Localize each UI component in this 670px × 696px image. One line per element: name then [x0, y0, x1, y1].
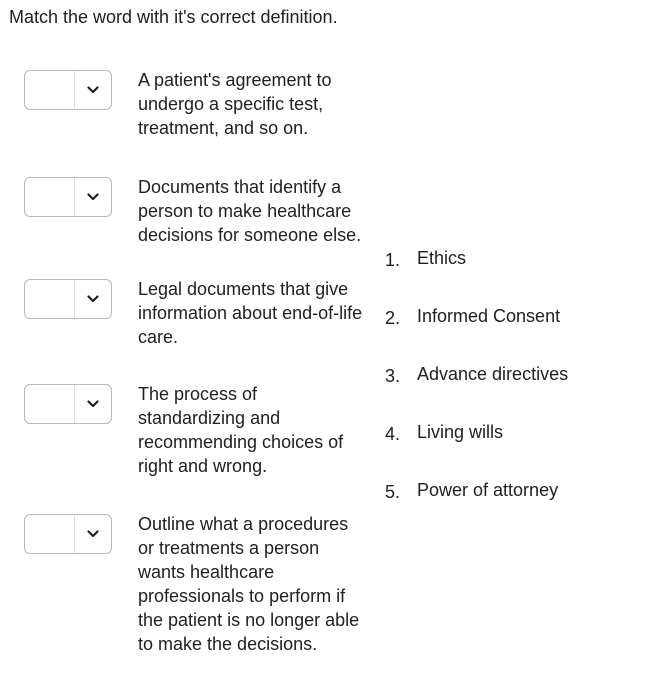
choice-number: 3. — [385, 366, 401, 386]
chevron-down-icon — [87, 530, 99, 538]
match-select-3[interactable] — [24, 279, 112, 319]
chevron-down-icon — [87, 86, 99, 94]
choice-number: 5. — [385, 482, 401, 502]
select-arrow-button[interactable] — [74, 515, 111, 553]
choice-number: 4. — [385, 424, 401, 444]
chevron-down-icon — [87, 400, 99, 408]
match-select-2[interactable] — [24, 177, 112, 217]
select-arrow-button[interactable] — [74, 178, 111, 216]
choice-number: 1. — [385, 250, 401, 270]
choice-text: Informed Consent — [417, 306, 561, 326]
choice-text: Power of attorney — [417, 480, 559, 500]
definition-text: Legal documents that give information about end-of-life care. — [138, 279, 363, 347]
match-select-5[interactable] — [24, 514, 112, 554]
definition-text: Outline what a procedures or treatments a person wants healthcare professionals to perform if the patient is no longer able to make the decisions. — [138, 514, 360, 654]
definition-text: The process of standardizing and recommending choices of right and wrong. — [138, 384, 344, 476]
choice-number: 2. — [385, 308, 401, 328]
definition-text: Documents that identify a person to make healthcare decisions for someone else. — [138, 177, 362, 245]
chevron-down-icon — [87, 295, 99, 303]
select-arrow-button[interactable] — [74, 71, 111, 109]
match-select-4[interactable] — [24, 384, 112, 424]
choice-text: Living wills — [417, 422, 504, 442]
chevron-down-icon — [87, 193, 99, 201]
definition-text: A patient's agreement to undergo a specific test, treatment, and so on. — [138, 70, 332, 138]
select-arrow-button[interactable] — [74, 280, 111, 318]
choice-text: Ethics — [417, 248, 467, 268]
choice-text: Advance directives — [417, 364, 569, 384]
select-arrow-button[interactable] — [74, 385, 111, 423]
question-instructions: Match the word with it's correct definition. — [9, 7, 338, 27]
match-select-1[interactable] — [24, 70, 112, 110]
